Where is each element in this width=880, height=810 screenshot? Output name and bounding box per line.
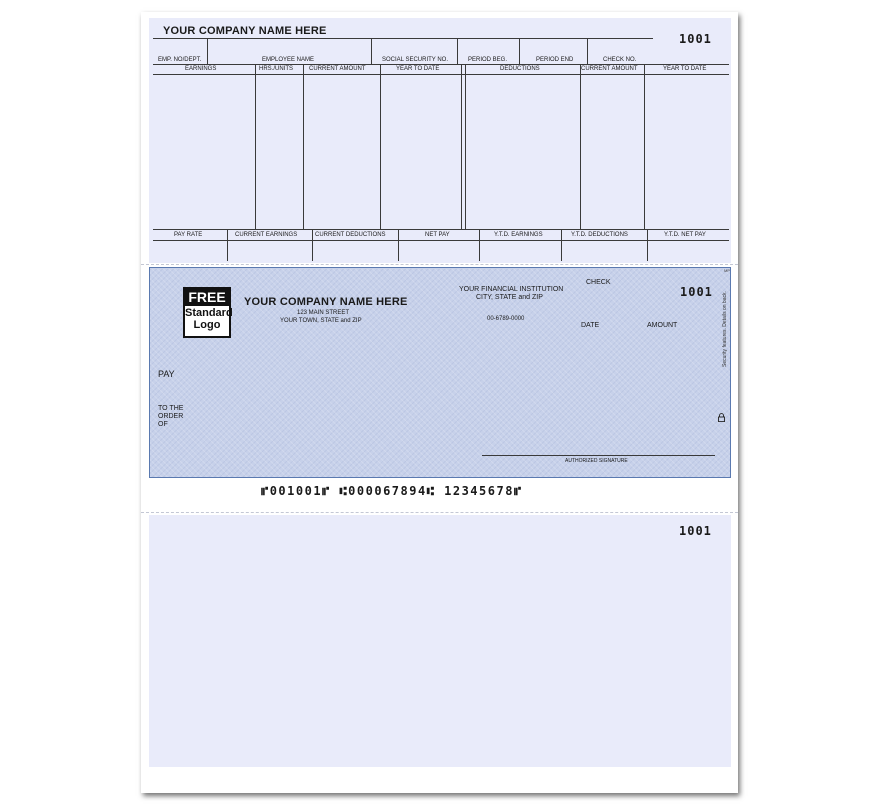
date-label: DATE bbox=[581, 322, 600, 329]
amount-label: AMOUNT bbox=[647, 322, 678, 329]
total-current-earnings: CURRENT EARNINGS bbox=[235, 232, 298, 238]
company-address-street: 123 MAIN STREET bbox=[297, 310, 350, 316]
pay-label: PAY bbox=[158, 369, 175, 379]
signature-label: AUTHORIZED SIGNATURE bbox=[565, 458, 628, 464]
totals-divider bbox=[227, 229, 228, 261]
col-hrs-units: HRS./UNITS bbox=[259, 66, 294, 72]
field-check-no: CHECK NO. bbox=[603, 57, 637, 63]
check-face bbox=[149, 267, 731, 478]
totals-divider bbox=[561, 229, 562, 261]
field-ssn: SOCIAL SECURITY NO. bbox=[382, 57, 449, 63]
total-ytd-net-pay: Y.T.D. NET PAY bbox=[664, 232, 706, 238]
col-deductions: DEDUCTIONS bbox=[500, 66, 540, 72]
header-divider bbox=[519, 38, 520, 64]
logo-line-logo: Logo bbox=[193, 319, 221, 331]
logo-standard-text bbox=[185, 307, 233, 331]
column-divider bbox=[303, 64, 304, 229]
header-divider bbox=[371, 38, 372, 64]
col-earnings: EARNINGS bbox=[185, 66, 217, 72]
totals-label-rule bbox=[153, 240, 729, 241]
bank-city: CITY, STATE and ZIP bbox=[476, 294, 543, 301]
total-ytd-deductions: Y.T.D. DEDUCTIONS bbox=[571, 232, 628, 238]
header-top-rule bbox=[153, 38, 653, 39]
mp-mark: MP bbox=[724, 268, 730, 273]
column-divider bbox=[465, 64, 466, 229]
header-divider bbox=[587, 38, 588, 64]
padlock-icon bbox=[718, 413, 725, 422]
column-divider bbox=[380, 64, 381, 229]
stub-check-number: 1001 bbox=[679, 32, 712, 46]
field-employee-name: EMPLOYEE NAME bbox=[262, 57, 315, 63]
bottom-stub-check-number: 1001 bbox=[679, 524, 712, 538]
logo-free-text: FREE bbox=[185, 289, 229, 306]
header-bottom-rule bbox=[153, 64, 729, 65]
company-address-city: YOUR TOWN, STATE and ZIP bbox=[280, 318, 362, 324]
header-divider bbox=[457, 38, 458, 64]
column-divider bbox=[644, 64, 645, 229]
check-company-name: YOUR COMPANY NAME HERE bbox=[244, 296, 408, 308]
check-label: CHECK bbox=[586, 279, 611, 286]
field-period-beg: PERIOD BEG. bbox=[468, 57, 508, 63]
col-year-to-date: YEAR TO DATE bbox=[396, 66, 440, 72]
total-ytd-earnings: Y.T.D. EARNINGS bbox=[494, 232, 543, 238]
totals-divider bbox=[398, 229, 399, 261]
to-the-order-of-label bbox=[158, 405, 183, 429]
column-divider bbox=[255, 64, 256, 229]
totals-divider bbox=[647, 229, 648, 261]
check-number: 1001 bbox=[680, 285, 713, 299]
totals-divider bbox=[312, 229, 313, 261]
stub-company-name: YOUR COMPANY NAME HERE bbox=[163, 25, 327, 37]
signature-line bbox=[482, 455, 715, 456]
logo-line-standard: Standard bbox=[185, 307, 233, 319]
col-current-amount: CURRENT AMOUNT bbox=[309, 66, 366, 72]
order-line-3: OF bbox=[158, 421, 168, 428]
total-pay-rate: PAY RATE bbox=[174, 232, 203, 238]
header-divider bbox=[207, 38, 208, 64]
col-deductions-current-amount: CURRENT AMOUNT bbox=[581, 66, 638, 72]
order-line-1: TO THE bbox=[158, 405, 184, 412]
routing-fraction: 00-6789-0000 bbox=[487, 316, 525, 322]
field-period-end: PERIOD END bbox=[536, 57, 574, 63]
company-logo bbox=[183, 287, 231, 338]
total-net-pay: NET PAY bbox=[425, 232, 450, 238]
perforation-line bbox=[141, 512, 738, 513]
totals-divider bbox=[479, 229, 480, 261]
column-divider bbox=[580, 64, 581, 229]
security-features-text: Security features. Details on back. bbox=[722, 291, 728, 367]
bottom-stub bbox=[149, 515, 731, 767]
col-deductions-year-to-date: YEAR TO DATE bbox=[663, 66, 707, 72]
field-emp-dept: EMP. NO/DEPT. bbox=[158, 57, 202, 63]
columns-header-rule bbox=[153, 74, 729, 75]
perforation-line bbox=[141, 264, 738, 265]
micr-line: ⑈001001⑈ ⑆000067894⑆ 12345678⑈ bbox=[261, 484, 523, 498]
totals-top-rule bbox=[153, 229, 729, 230]
bank-name: YOUR FINANCIAL INSTITUTION bbox=[459, 286, 564, 293]
column-divider bbox=[461, 64, 462, 229]
order-line-2: ORDER bbox=[158, 413, 184, 420]
total-current-deductions: CURRENT DEDUCTIONS bbox=[315, 232, 386, 238]
